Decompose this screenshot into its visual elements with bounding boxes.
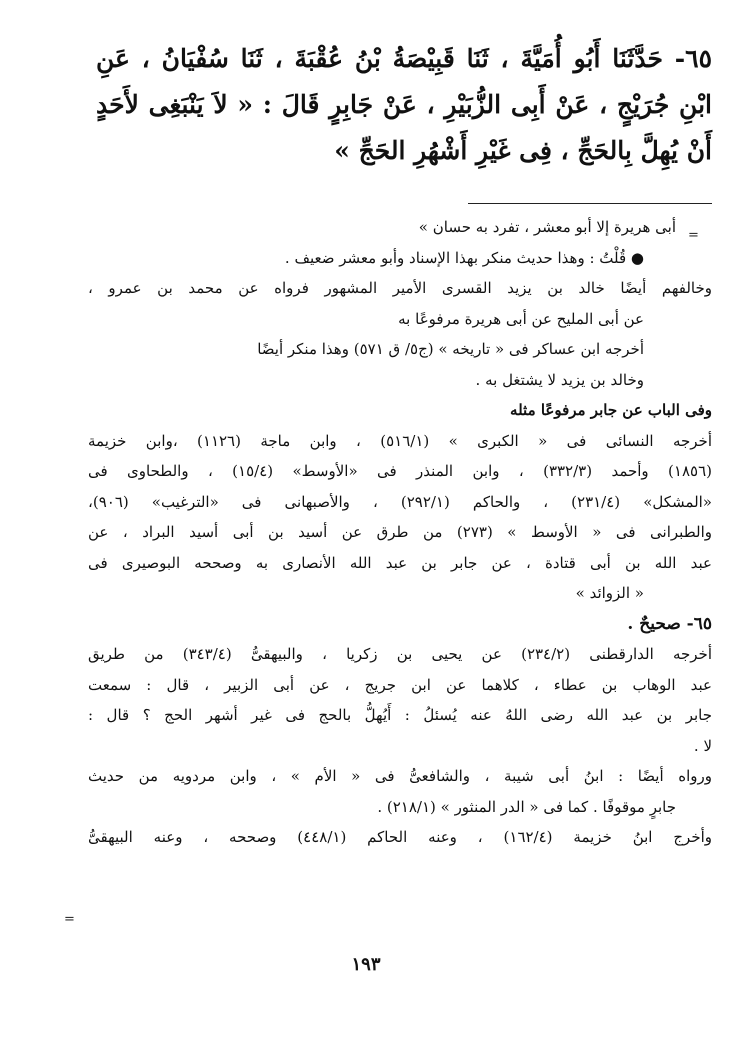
- note-line: (١٨٥٦) وأحمد (٣٣٢/٣) ، وابن المنذر فى «الأوسط» (١٥/٤) ، والطحاوى فى: [88, 462, 712, 480]
- note-line: « الزوائد »: [575, 584, 644, 602]
- note-line: عبد الله بن أبى قتادة ، عن جابر بن عبد الله الأنصارى به وصححه البوصيرى فى: [88, 553, 712, 572]
- note-line: جابرٍ موقوفًا . كما فى « الدر المنثور » (٢١٨/١) .: [377, 797, 676, 816]
- note-line: أبى هريرة إلا أبو معشر ، تفرد به حسان »: [418, 218, 676, 236]
- note-line: وخالفهم أيضًا خالد بن يزيد القسرى الأمير المشهور فرواه عن محمد بن عمرو ،: [88, 279, 712, 297]
- note-line: وخالد بن يزيد لا يشتغل به .: [475, 370, 644, 389]
- margin-mark-bottom: =: [64, 912, 75, 927]
- note-line: «المشكل» (٢٣١/٤) ، والحاكم (٢٩٢/١) ، والأصبهانى فى «الترغيب» (٩٠٦)،: [88, 492, 712, 511]
- note-heading: وفى الباب عن جابر مرفوعًا مثله: [510, 401, 712, 419]
- note-line: وأخرج ابنُ خزيمة (١٦٢/٤) ، وعنه الحاكم (٤٤٨/١) وصححه ، وعنه البيهقىُّ: [88, 828, 712, 846]
- note-line: أخرجه ابن عساكر فى « تاريخه » (ج٥/ ق ٥٧١) وهذا منكر أيضًا: [257, 340, 644, 358]
- note-line: ورواه أيضًا : ابنُ أبى شيبة ، والشافعىُّ فى « الأم » ، وابن مردويه من حديث: [88, 767, 712, 785]
- note-line: عبد الوهاب بن عطاء ، كلاهما عن ابن جريج ، عن أبى الزبير ، قال : سمعت: [88, 675, 712, 694]
- note-line: لا .: [693, 736, 712, 755]
- footnotes: [88, 212, 712, 853]
- page-number: ١٩٣: [351, 954, 381, 975]
- note-line: ● قُلْتُ : وهذا حديث منكر بهذا الإسناد وأبو معشر ضعيف .: [284, 248, 644, 267]
- note-line: جابر بن عبد الله رضى اللهُ عنه يُسئلُ : أَيُهلُّ بالحج فى غير أشهر الحج ؟ قال :: [88, 706, 712, 724]
- footnote-separator: [468, 203, 712, 204]
- note-line: والطبرانى فى « الأوسط » (٢٧٣) من طرق عن أسيد بن أبى أسيد البراد ، عن: [88, 523, 712, 541]
- note-line: عن أبى المليح عن أبى هريرة مرفوعًا به: [398, 309, 644, 328]
- margin-mark-top: =: [688, 228, 699, 243]
- note-line: أخرجه النسائى فى « الكبرى » (٥١٦/١) ، وابن ماجة (١١٢٦) ،وابن خزيمة: [88, 431, 712, 450]
- note-line: أخرجه الدارقطنى (٢٣٤/٢) عن يحيى بن زكريا ، والبيهقىُّ (٣٤٣/٤) من طريق: [88, 645, 712, 663]
- grade-heading: ٦٥- صحيحٌ .: [627, 613, 712, 634]
- hadith-text: ٦٥- حَدَّثَنَا أَبُو أُمَيَّةَ ، ثَنَا قَبِيْصَةُ بْنُ عُقْبَةَ ، ثَنَا سُفْيَانُ ، عَنِ ابْنِ جُرَيْجٍ ، عَنْ أَبِى الزُّبَيْرِ ، عَنْ جَابِرٍ قَالَ : « لاَ يَنْبَغِى لأَحَدٍ أَنْ يُهِلَّ بِالحَجِّ ، فِى غَيْرِ أَشْهُرِ الحَجِّ »: [96, 44, 712, 165]
